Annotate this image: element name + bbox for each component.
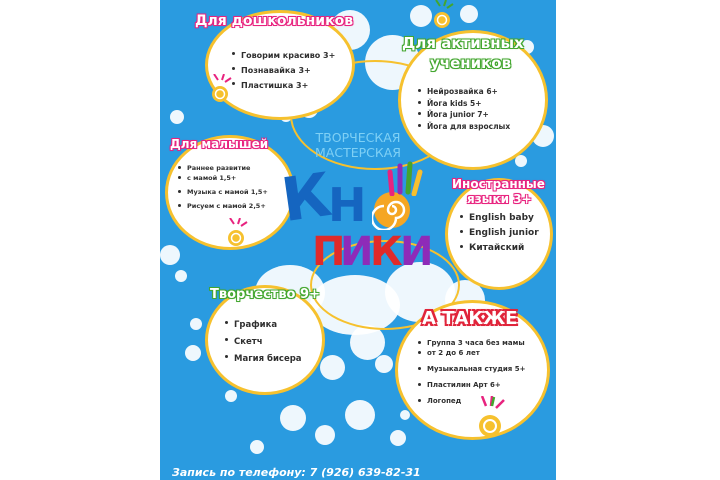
- creative-title: Творчество 9+: [210, 287, 320, 302]
- poster: [160, 0, 556, 480]
- list-item: Йога для взрослых: [418, 121, 510, 133]
- little-title: Для малышей: [170, 137, 269, 151]
- list-item: Графика: [225, 317, 302, 334]
- workshop-line1: ТВОРЧЕСКАЯ: [315, 130, 401, 145]
- list-item: Рисуем с мамой 2,5+: [178, 201, 268, 211]
- also-title: А ТАКЖЕ: [422, 308, 518, 329]
- also-list: [418, 338, 525, 406]
- active-title-line2: учеников: [430, 54, 512, 72]
- list-item: Нейрозвайка 6+: [418, 86, 510, 98]
- list-item: English baby: [460, 211, 539, 226]
- list-item: Китайский: [460, 241, 539, 256]
- logo-spiral-icon: [372, 190, 412, 230]
- list-item: Йога kids 5+: [418, 98, 510, 110]
- footer-phone: Запись по телефону: 7 (926) 639-82-31: [172, 466, 421, 479]
- list-item: с мамой 1,5+: [178, 173, 268, 183]
- list-item: Пластилин Арт 6+: [418, 380, 525, 390]
- languages-list: [460, 211, 539, 256]
- logo-hand-icon: [386, 160, 426, 196]
- active-list: [418, 86, 510, 132]
- logo-letter: И: [340, 229, 374, 275]
- lollipop-icon: [476, 396, 506, 440]
- logo-letter: П: [312, 229, 346, 275]
- list-item: Говорим красиво 3+: [232, 48, 335, 63]
- preschool-list: [232, 48, 335, 93]
- list-item: Логопед: [418, 396, 525, 406]
- list-item: от 2 до 6 лет: [418, 348, 525, 358]
- creative-list: [225, 317, 302, 368]
- list-item: Музыка с мамой 1,5+: [178, 187, 268, 197]
- lollipop-icon: [430, 0, 456, 30]
- logo-letter: И: [400, 229, 434, 275]
- languages-title-line2: языки 3+: [467, 192, 532, 206]
- lollipop-icon: [208, 74, 234, 104]
- list-item: Йога junior 7+: [418, 109, 510, 121]
- workshop-line2: МАСТЕРСКАЯ: [315, 145, 401, 160]
- logo-letter: Н: [328, 178, 367, 232]
- preschool-title: Для дошкольников: [195, 13, 354, 29]
- list-item: Скетч: [225, 334, 302, 351]
- languages-title-line1: Иностранные: [452, 177, 545, 191]
- lollipop-icon: [224, 218, 250, 248]
- list-item: Магия бисера: [225, 351, 302, 368]
- workshop-label: [297, 130, 419, 160]
- little-list: [178, 163, 268, 211]
- list-item: Пластишка 3+: [232, 78, 335, 93]
- logo-letter: К: [370, 229, 403, 275]
- active-title-line1: Для активных: [402, 34, 524, 52]
- list-item: Группа 3 часа без мамы: [418, 338, 525, 348]
- logo-letter: К: [277, 159, 336, 237]
- list-item: Познавайка 3+: [232, 63, 335, 78]
- list-item: Музыкальная студия 5+: [418, 364, 525, 374]
- list-item: Раннее развитие: [178, 163, 268, 173]
- list-item: English junior: [460, 226, 539, 241]
